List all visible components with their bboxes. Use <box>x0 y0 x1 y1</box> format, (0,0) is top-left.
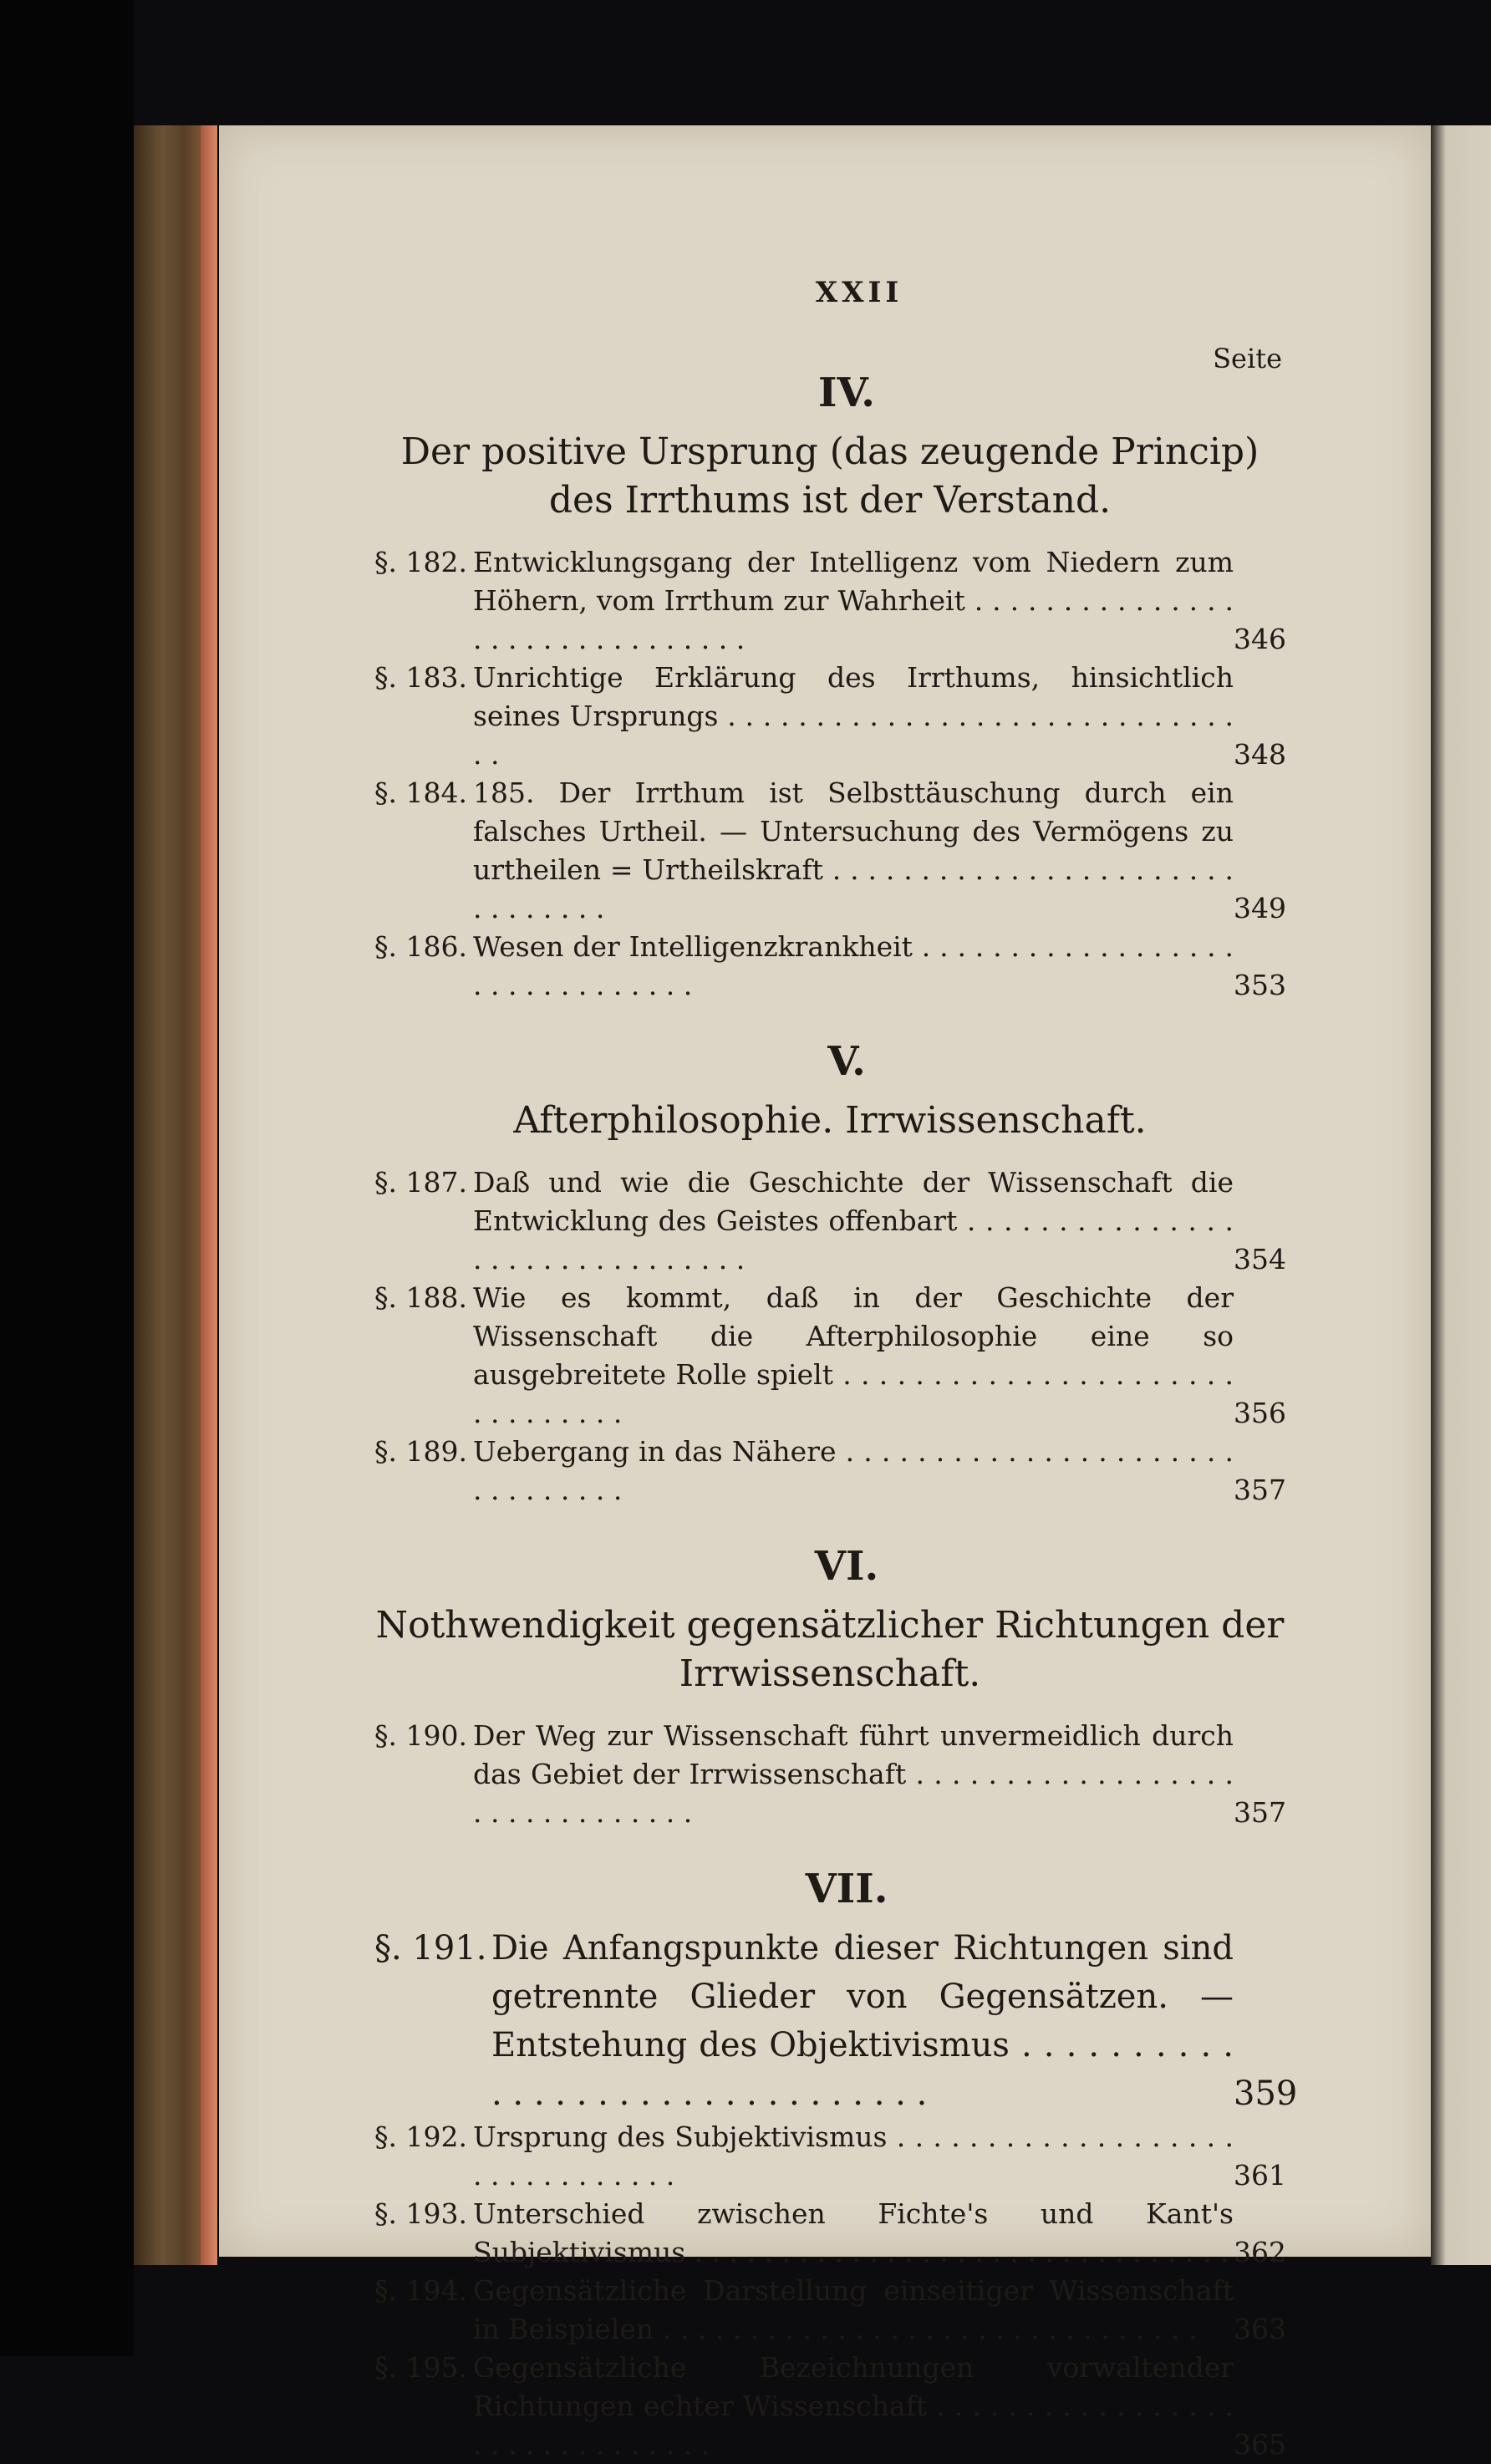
paragraph-number: §. 195. <box>374 2351 467 2384</box>
section-number: VII. <box>805 1866 888 1912</box>
page-number: 365 <box>1234 2428 1286 2461</box>
entry-text: Gegensätzliche Darstellung einseitiger Wissenschaft in Beispielen . . . <box>473 2272 1234 2349</box>
toc-entry <box>374 1924 1298 2118</box>
page-number: 361 <box>1234 2159 1286 2192</box>
entry-text: Entwicklungsgang der Intelligenz vom Niedern zum Höhern, vom Irrthum zur Wahrheit . . . <box>473 543 1234 659</box>
paragraph-number: §. 182. <box>374 546 467 578</box>
entry-text: Uebergang in das Nähere . . . <box>473 1433 1234 1509</box>
page-number: 363 <box>1234 2313 1286 2345</box>
toc-entry <box>374 1163 1285 1279</box>
paragraph-number: §. 189. <box>374 1435 467 1468</box>
entry-text: Wie es kommt, daß in der Geschichte der Wissenschaft die Afterphilosophie eine so ausgebreitete Rolle spielt . . . <box>473 1279 1234 1433</box>
paragraph-number: §. 188. <box>374 1281 467 1314</box>
toc-entry <box>374 1717 1285 1832</box>
page-number: 346 <box>1234 623 1286 655</box>
paragraph-number: §. 187. <box>374 1166 467 1199</box>
entry-text: Daß und wie die Geschichte der Wissenschaft die Entwicklung des Geistes offenbart . . . <box>473 1163 1234 1279</box>
toc-entry <box>374 2195 1285 2272</box>
toc-entry <box>374 2349 1285 2464</box>
entry-text: Unrichtige Erklärung des Irrthums, hinsichtlich seines Ursprungs . . . <box>473 659 1234 774</box>
paragraph-number: §. 194. <box>374 2274 467 2307</box>
page-number: 353 <box>1234 969 1286 1001</box>
dark-background <box>0 0 134 2356</box>
entry-text: Gegensätzliche Bezeichnungen vorwaltender Richtungen echter Wissenschaft . . . <box>473 2349 1234 2464</box>
paragraph-number: §. 186. <box>374 930 467 963</box>
paragraph-number: §. 193. <box>374 2197 467 2230</box>
section-number: IV. <box>817 369 875 416</box>
toc-entry <box>374 2272 1285 2349</box>
toc-entry <box>374 659 1285 774</box>
page-number: 348 <box>1234 738 1286 771</box>
page-number: 359 <box>1234 2075 1298 2113</box>
entry-text: Wesen der Intelligenzkrankheit . . . <box>473 928 1234 1005</box>
section-number: VI. <box>814 1543 879 1590</box>
toc-entry <box>374 774 1285 928</box>
paragraph-number: §. 183. <box>374 661 467 694</box>
table-of-contents <box>374 276 1298 2464</box>
paragraph-number: §. 192. <box>374 2120 467 2153</box>
page-folio: XXII <box>815 276 903 309</box>
page-number: 349 <box>1234 892 1286 924</box>
page-number: 354 <box>1234 1243 1286 1275</box>
page-number: 356 <box>1234 1397 1286 1429</box>
toc-entry <box>374 1279 1285 1433</box>
toc-entry <box>374 2118 1285 2195</box>
entry-text: Die Anfangspunkte dieser Richtungen sind getrennte Glieder von Gegensätzen. — Entstehung des Objektivismus . . . <box>491 1924 1234 2118</box>
seite-column-label: Seite <box>1213 343 1282 374</box>
entry-text: Der Weg zur Wissenschaft führt unvermeidlich durch das Gebiet der Irrwissenschaft . . . <box>473 1717 1234 1832</box>
section-title: Nothwendigkeit gegensätzlicher Richtungen der Irrwissenschaft. <box>375 1604 1285 1695</box>
paragraph-number: §. 184. <box>374 776 467 809</box>
section-title: Afterphilosophie. Irrwissenschaft. <box>513 1099 1147 1142</box>
paragraph-number: §. 191. <box>374 1929 487 1968</box>
entry-text: Unterschied zwischen Fichte's und Kant's Subjektivismus . . . <box>473 2195 1234 2272</box>
page-number: 362 <box>1234 2236 1286 2268</box>
page-number: 357 <box>1234 1474 1286 1506</box>
entry-text: 185. Der Irrthum ist Selbsttäuschung durch ein falsches Urtheil. — Untersuchung des Vermögens zu urtheilen = Urtheilskraft . . . <box>473 774 1234 928</box>
section-title: Der positive Ursprung (das zeugende Princip) des Irrthums ist der Verstand. <box>400 430 1259 522</box>
page-edge-red <box>201 125 217 2265</box>
paragraph-number: §. 190. <box>374 1719 467 1752</box>
entry-text: Ursprung des Subjektivismus . . . <box>473 2118 1234 2195</box>
toc-entry <box>374 1433 1285 1509</box>
toc-entry <box>374 928 1285 1005</box>
page-number: 357 <box>1234 1796 1286 1829</box>
facing-page-edge <box>1431 125 1491 2265</box>
section-number: V. <box>827 1038 866 1085</box>
toc-entry <box>374 543 1285 659</box>
